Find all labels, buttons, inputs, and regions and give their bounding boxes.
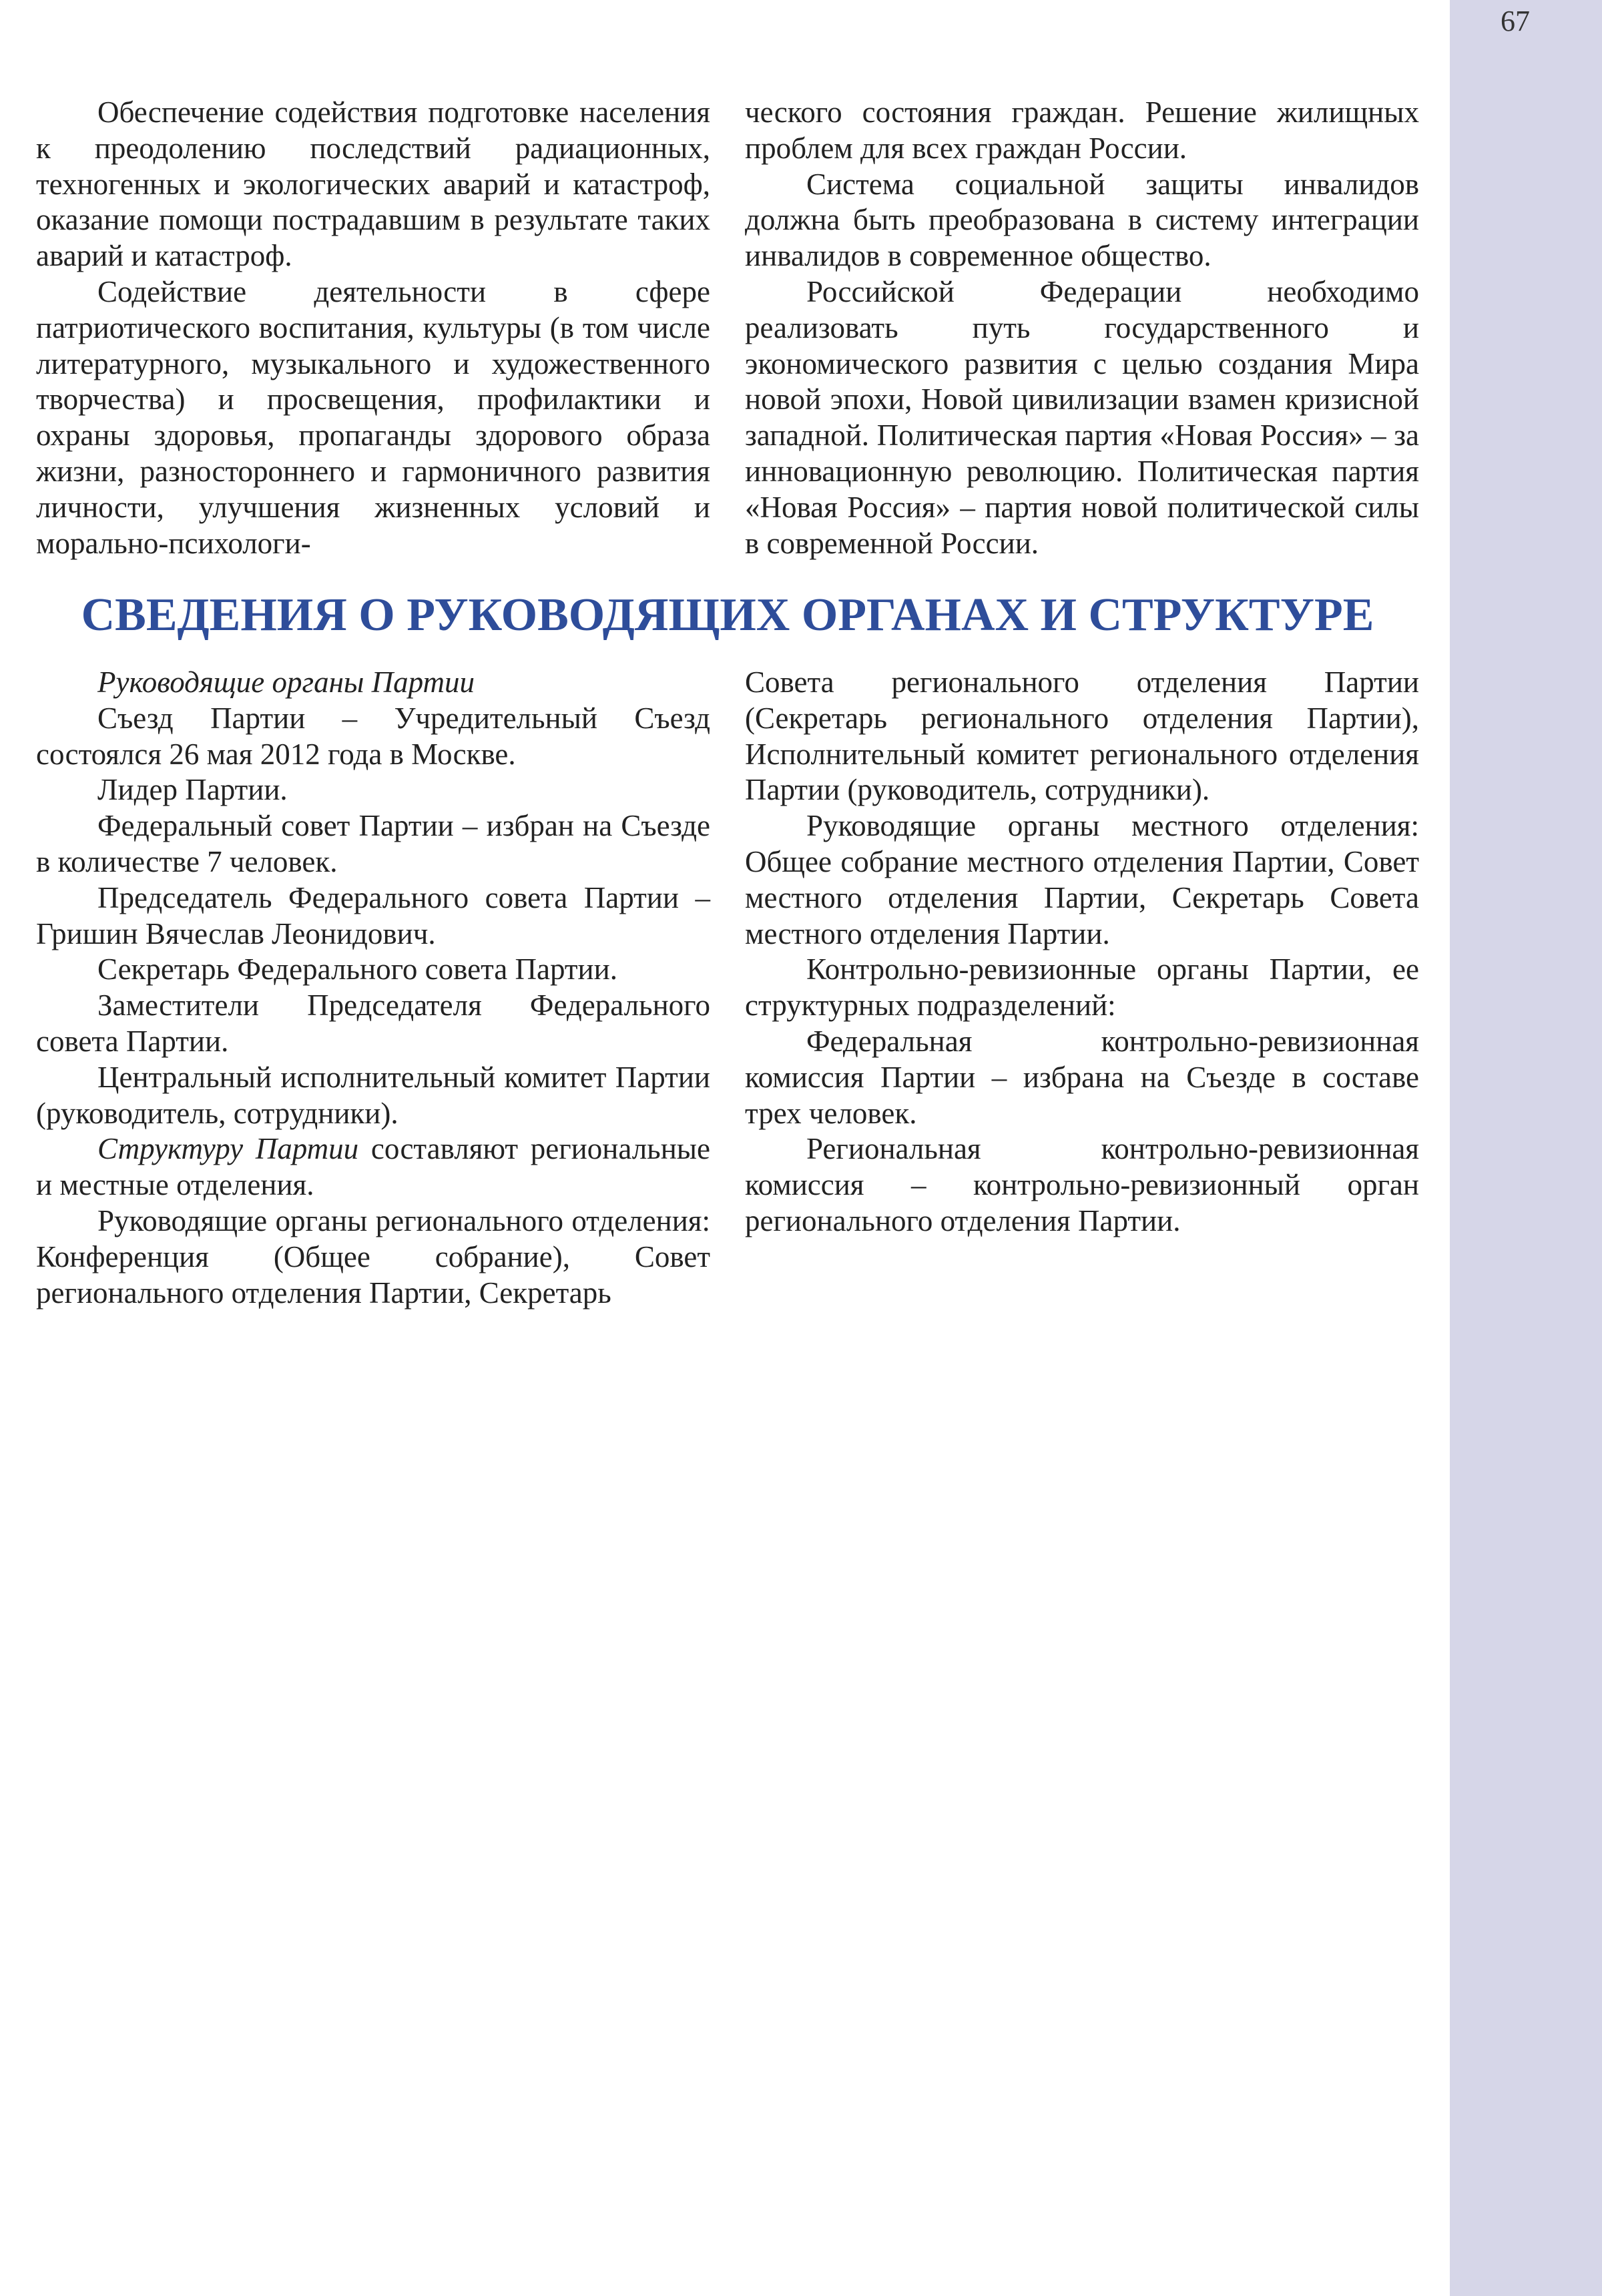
paragraph: Центральный исполнительный комитет Партии (руководитель, сотрудники). <box>36 1060 710 1130</box>
paragraph-continuation: Совета регионального отделения Партии (Секретарь регионального отделения Партии), Исполнительный комитет регионального отделения Партии (руководитель, сотрудники). <box>745 665 1419 807</box>
subheading: Руководящие органы Партии <box>97 665 475 699</box>
paragraph: Обеспечение содействия подготовке населения к преодолению последствий радиационных, техногенных и экологических аварий и катастроф, оказание помощи пострадавшим в результате таких аварий и катастроф. <box>36 95 710 273</box>
paragraph: Съезд Партии – Учредительный Съезд состоялся 26 мая 2012 года в Москве. <box>36 701 710 771</box>
paragraph: Федеральная контрольно-ревизионная комиссия Партии – избрана на Съезде в составе трех человек. <box>745 1024 1419 1130</box>
paragraph: Секретарь Федерального совета Партии. <box>97 952 617 986</box>
section-heading: СВЕДЕНИЯ О РУКОВОДЯЩИХ ОРГАНАХ И СТРУКТУРЕ <box>81 589 1374 641</box>
paragraph: Лидер Партии. <box>97 773 288 807</box>
paragraph: Руководящие органы местного отделения: Общее собрание местного отделения Партии, Совет местного отделения Партии, Секретарь Совета местного отделения Партии. <box>745 809 1419 950</box>
paragraph: Председатель Федерального совета Партии – Гришин Вячеслав Леонидович. <box>36 880 710 950</box>
bottom-right-column <box>745 665 1419 1239</box>
top-right-column <box>745 95 1419 561</box>
paragraph: Контрольно-ревизионные органы Партии, ее структурных подразделений: <box>745 952 1419 1023</box>
page-side-band <box>1450 0 1602 2296</box>
paragraph: Региональная контрольно-ревизионная комиссия – контрольно-ревизионный орган регионального отделения Партии. <box>745 1132 1419 1237</box>
paragraph <box>36 1131 710 1203</box>
page-number: 67 <box>1501 5 1530 37</box>
italic-term: Структуру Партии <box>97 1132 359 1166</box>
top-left-column <box>36 95 710 561</box>
paragraph-text: составляют региональные и местные отделения. <box>36 1132 710 1202</box>
paragraph: Система социальной защиты инвалидов должна быть преобразована в систему интеграции инвалидов в современное общество. <box>745 167 1419 273</box>
paragraph: Содействие деятельности в сфере патриотического воспитания, культуры (в том числе литературного, музыкального и художественного творчества) и просвещения, профилактики и охраны здоровья, пропаганды здорового образа жизни, разностороннего и гармоничного развития личности, улучшения жизненных условий и морально-психологи- <box>36 274 710 560</box>
paragraph: Руководящие органы регионального отделения: Конференция (Общее собрание), Совет регионального отделения Партии, Секретарь <box>36 1203 710 1310</box>
paragraph: Российской Федерации необходимо реализовать путь государственного и экономического развития с целью создания Мира новой эпохи, Новой цивилизации взамен кризисной западной. Политическая партия «Новая Россия» – за инновационную революцию. Политическая партия «Новая Россия» – партия новой политической силы в современной России. <box>745 274 1419 560</box>
paragraph-continuation: ческого состояния граждан. Решение жилищных проблем для всех граждан России. <box>745 95 1419 165</box>
paragraph: Федеральный совет Партии – избран на Съезде в количестве 7 человек. <box>36 809 710 878</box>
bottom-left-column <box>36 665 710 1311</box>
paragraph: Заместители Председателя Федерального совета Партии. <box>36 988 710 1058</box>
